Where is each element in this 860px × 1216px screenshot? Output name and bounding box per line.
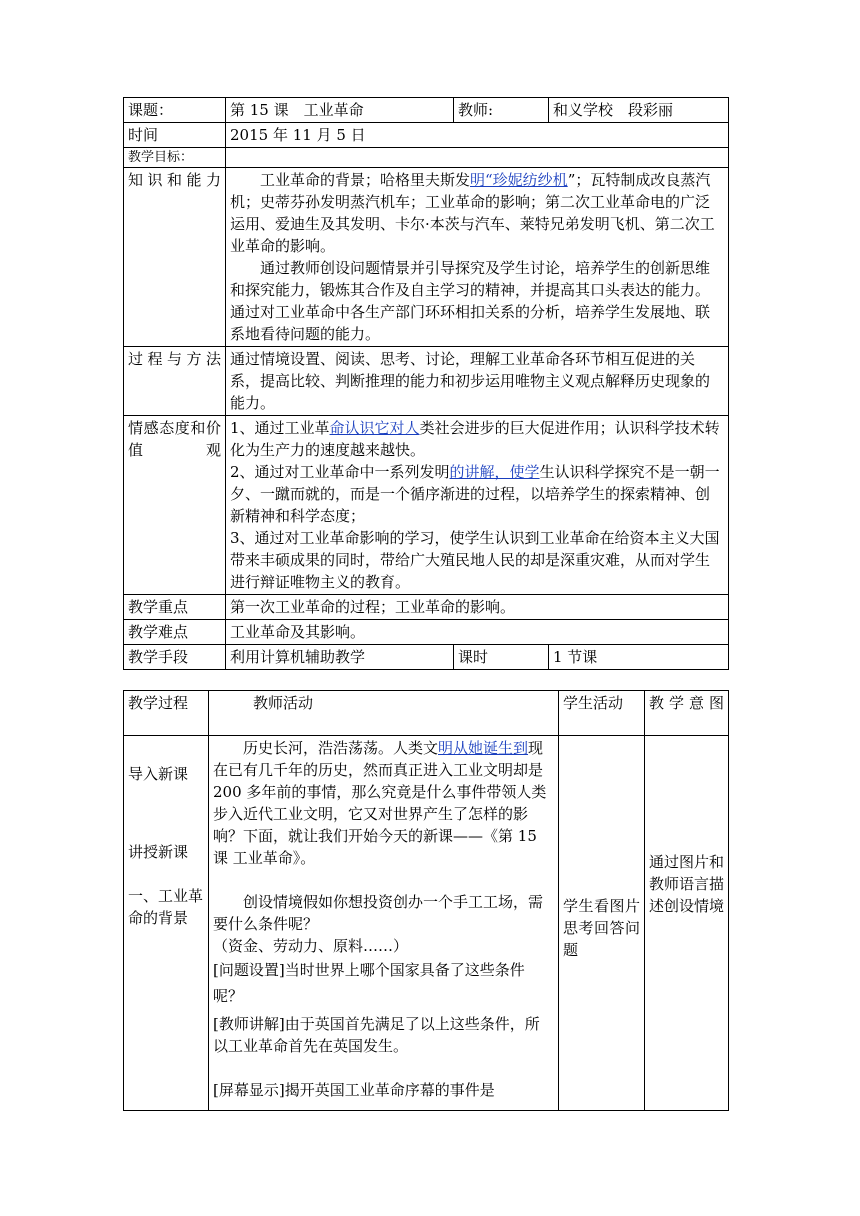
scene-text: 创设情境假如你想投资创办一个手工工场，需要什么条件呢？ [213,893,544,933]
explain-text: [教师讲解]由于英国首先满足了以上这些条件，所以工业革命首先在英国发生。 [213,1015,540,1055]
emotion-label: 情感态度和价值观 [124,416,226,595]
emotion-link-2[interactable]: 的讲解，使学 [449,463,540,481]
course-label: 课题： [124,98,226,123]
period-label: 课时 [454,645,549,670]
intro-text-a: 历史长河，浩浩荡荡。人类文 [243,739,439,757]
means-label: 教学手段 [124,645,226,670]
key-point-label: 教学重点 [124,595,226,620]
student-activity [559,736,645,1111]
process-text: 通过情境设置、阅读、思考、讨论，理解工业革命各环节相互促进的关系，提高比较、判断推理的能力和初步运用唯物主义观点解释历史现象的能力。 [226,347,729,416]
header-intent: 教学意图 [645,691,729,736]
knowledge-link[interactable]: 明“珍妮纺纱机 [470,171,568,189]
emotion-content [226,416,729,595]
stage-new: 讲授新课 [128,843,189,861]
knowledge-text-b: ”；瓦特制成改良蒸汽机；史蒂芬孙发明蒸汽机车；工业革命的影响；第二次工业革命电的广泛运用、爱迪生及其发明、卡尔·本茨与汽车、莱特兄弟发明飞机、第二次工业革命的影响。 [230,171,715,255]
emotion-item-1-b: 类社会进步的巨大促进作用；认识科学技术转化为生产力的速度越来越快。 [230,419,720,459]
emotion-link-1[interactable]: 命认识它对人 [329,419,420,437]
difficulty-text: 工业革命及其影响。 [226,620,729,645]
intro-link[interactable]: 明从她诞生到 [438,739,529,757]
lesson-info-table [123,97,729,670]
key-point-row [124,595,729,620]
header-stage: 教学过程 [124,691,209,736]
emotion-item-2-a: 2、通过对工业革命中一系列发明 [230,463,450,481]
teacher-value: 和义学校 段彩丽 [549,98,729,123]
knowledge-label: 知识和能力 [124,168,226,347]
time-row [124,123,729,148]
emotion-item-2-b: 生认识科学探究不是一朝一夕、一蹴而就的，而是一个循序渐进的过程，以培养学生的探索精神、创新精神和科学态度； [230,463,720,525]
knowledge-text-a: 工业革命的背景；哈格里夫斯发 [260,171,471,189]
intent-text: 通过图片和教师语言描述创设情境 [649,853,725,915]
goals-row [124,148,729,168]
knowledge-content [226,168,729,347]
emotion-row [124,416,729,595]
header-teacher-activity: 教师活动 [209,691,559,736]
stage-background: 一、工业革命的背景 [128,887,204,927]
time-label: 时间 [124,123,226,148]
intro-text-b: 现在已有几千年的历史，然而真正进入工业文明却是 200 多年前的事情，那么究竟是什么事件带领人类步入近代工业文明，它又对世界产生了怎样的影响？下面，就让我们开始今天的新课——《第 15 课 工业革命》。 [213,739,547,867]
student-activity-text: 学生看图片思考回答问题 [563,897,640,959]
difficulty-row [124,620,729,645]
knowledge-paragraph-2: 通过教师创设问题情景并引导探究及学生讨论，培养学生的创新思维和探究能力，锻炼其合作及自主学习的精神，并提高其口头表达的能力。通过对工业革命中各生产部门环环相扣关系的分析，培养学生发展地、联系地看待问题的能力。 [230,259,711,343]
screen-text: [屏幕显示]揭开英国工业革命序幕的事件是 [213,1081,495,1099]
course-value: 第 15 课 工业革命 [226,98,454,123]
means-text: 利用计算机辅助教学 [226,645,454,670]
stage-intro: 导入新课 [128,765,189,783]
teacher-label: 教师: [454,98,549,123]
means-row [124,645,729,670]
process-label: 过程与方法 [124,347,226,416]
intent-column [645,736,729,1111]
header-student-activity: 学生活动 [559,691,645,736]
difficulty-label: 教学难点 [124,620,226,645]
emotion-item-3: 3、通过对工业革命影响的学习，使学生认识到工业革命在给资本主义大国带来丰硕成果的同时，带给广大殖民地人民的却是深重灾难，从而对学生进行辩证唯物主义的教育。 [230,529,720,591]
process-row [124,347,729,416]
question-text: [问题设置]当时世界上哪个国家具备了这些条件呢？ [213,961,525,1005]
course-row [124,98,729,123]
stage-column [124,736,209,1111]
teacher-activity [209,736,559,1111]
plan-body-row [124,736,729,1111]
period-value: 1 节课 [549,645,729,670]
goals-label: 教学目标： [124,148,226,168]
emotion-item-1-a: 1、通过工业革 [230,419,330,437]
knowledge-row [124,168,729,347]
key-point-text: 第一次工业革命的过程；工业革命的影响。 [226,595,729,620]
time-value: 2015 年 11 月 5 日 [226,123,729,148]
scene-answer: （资金、劳动力、原料……） [213,937,409,955]
lesson-plan-table [123,690,729,1111]
plan-header-row [124,691,729,736]
